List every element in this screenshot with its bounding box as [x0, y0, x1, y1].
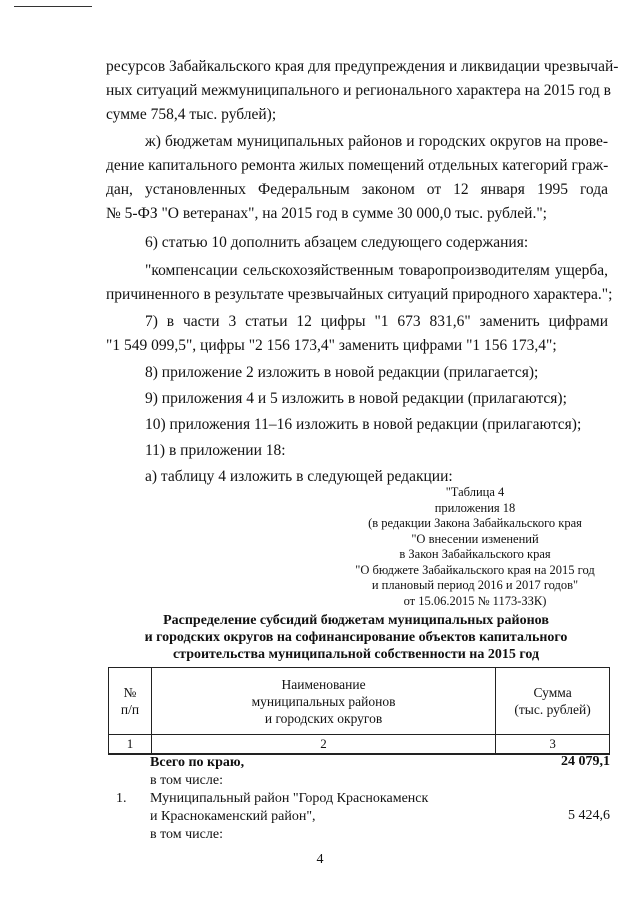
col-name-line: муниципальных районов — [251, 693, 396, 709]
table-note-line: "О бюджете Забайкальского края на 2015 год — [355, 562, 595, 577]
para4-line1: "компенсации сельскохозяйственным товаропроизводителям ущерба, — [145, 262, 608, 279]
col-number-header — [109, 668, 152, 735]
heading-line: строительства муниципальной собственности на 2015 год — [172, 647, 540, 662]
heading-line: Распределение субсидий бюджетам муниципальных районов — [163, 613, 549, 628]
para7: 9) приложения 4 и 5 изложить в новой редакции (прилагаются); — [145, 390, 567, 407]
col-name-line: и городских округов — [264, 710, 383, 726]
column-number-cell: 1 — [109, 735, 152, 755]
column-number-row — [109, 735, 610, 755]
table-header-row — [109, 668, 610, 735]
col-number-line: № — [123, 685, 137, 700]
para6: 8) приложение 2 изложить в новой редакции (прилагается); — [145, 364, 539, 381]
table-note-line: "Таблица 4 — [445, 485, 505, 499]
table-note-line: от 15.06.2015 № 1173-ЗЗК) — [403, 593, 547, 608]
para2-line2: дение капитального ремонта жилых помещений отдельных категорий граж- — [106, 157, 609, 174]
col-name-line: Наименование — [281, 676, 366, 692]
col-amount-line: Сумма — [533, 685, 572, 700]
para5-line2: "1 549 099,5", цифры "2 156 173,4" заменить цифрами "1 156 173,4"; — [106, 337, 557, 354]
para3: 6) статью 10 дополнить абзацем следующего содержания: — [145, 234, 529, 251]
header-rule — [14, 6, 92, 7]
para2-line3: дан, установленных Федеральным законом от 12 января 1995 года — [106, 181, 608, 198]
col-amount-header — [496, 668, 610, 735]
table-note-line: приложения 18 — [434, 500, 516, 515]
table-note-line: (в редакции Закона Забайкальского края — [368, 516, 582, 530]
page-number: 4 — [316, 852, 324, 867]
item-name-line2: и Краснокаменский район", — [150, 809, 316, 824]
table-note-line: и плановый период 2016 и 2017 годов" — [371, 578, 579, 592]
heading-line: и городских округов на софинансирование объектов капитального — [144, 630, 568, 645]
col-name-header — [151, 668, 495, 735]
para1-line1: ресурсов Забайкальского края для предупреждения и ликвидации чрезвычай- — [106, 58, 619, 75]
table-note-line: "О внесении изменений — [411, 531, 539, 546]
table-heading — [106, 612, 606, 663]
para9: 11) в приложении 18: — [145, 442, 286, 459]
para10: а) таблицу 4 изложить в следующей редакции: — [145, 468, 453, 485]
table-note — [340, 485, 610, 609]
column-number-cell: 2 — [151, 735, 495, 755]
column-number-cell: 3 — [496, 735, 610, 755]
including-label: в том числе: — [150, 773, 223, 788]
para2-line4: № 5-ФЗ "О ветеранах", на 2015 год в сумме 30 000,0 тыс. рублей."; — [106, 205, 547, 222]
para1-line2: ных ситуаций межмуниципального и регионального характера на 2015 год в — [106, 82, 611, 99]
total-label: Всего по краю, — [150, 755, 245, 770]
para8: 10) приложения 11–16 изложить в новой редакции (прилагаются); — [145, 416, 582, 433]
col-number-line: п/п — [120, 702, 140, 717]
total-amount: 24 079,1 — [561, 754, 610, 769]
para5-line1: 7) в части 3 статьи 12 цифры "1 673 831,6" заменить цифрами — [145, 313, 608, 330]
para1-line3: сумме 758,4 тыс. рублей); — [106, 106, 277, 123]
item-number: 1. — [116, 791, 127, 806]
item-name-line1: Муниципальный район "Город Краснокаменск — [150, 791, 429, 806]
para4-line2: причиненного в результате чрезвычайных ситуаций природного характера."; — [106, 286, 613, 303]
subsidy-table — [108, 667, 610, 755]
including-label: в том числе: — [150, 827, 223, 842]
para2-line1: ж) бюджетам муниципальных районов и городских округов на прове- — [145, 133, 608, 150]
table-note-line: в Закон Забайкальского края — [399, 547, 551, 561]
col-amount-line: (тыс. рублей) — [514, 702, 591, 717]
item-amount: 5 424,6 — [568, 808, 610, 823]
